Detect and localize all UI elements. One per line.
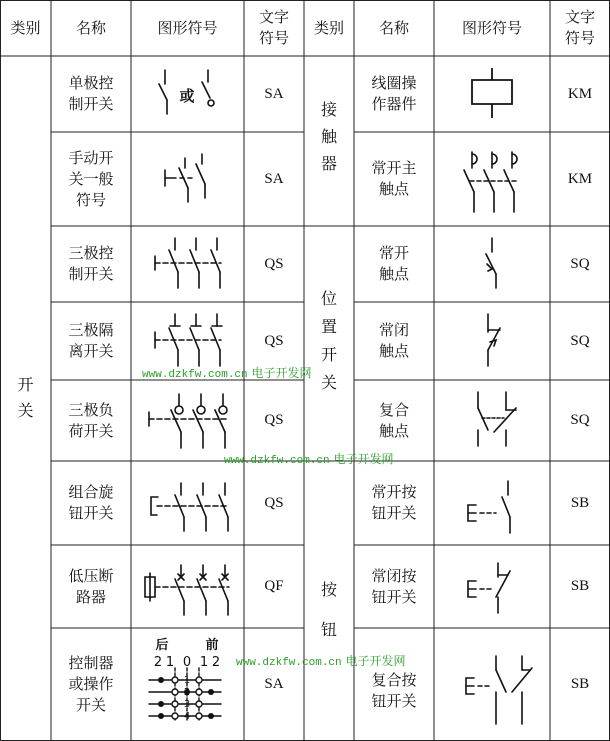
header-name-left: 名称 [75,18,106,37]
left-row-8-code: SA [264,676,284,692]
name-line: 制开关 [68,95,114,113]
header-category-right: 类别 [313,18,344,37]
left-row-2-name [51,132,131,226]
category-char: 器 [320,154,337,173]
left-row-2-code: SA [264,170,284,187]
nc-pushbutton-symbol [434,545,550,628]
name-line: 复合 [378,400,409,419]
right-row-4-code: SQ [570,332,590,349]
name-line: 关一般 [68,169,114,188]
right-row-4-name [354,302,434,380]
left-row-4-code: QS [264,332,284,349]
left-row-3-code: QS [264,255,284,272]
category-char: 按 [320,580,337,599]
header-code-line1: 文字 [564,8,595,26]
category-char: 接 [320,100,337,119]
controller-sub-3: 3 [183,699,191,710]
header-code-left [244,0,304,56]
right-category-contactor [304,96,354,177]
watermark-text: 电子开发网 [345,654,406,668]
low-voltage-breaker-symbol [131,545,244,628]
category-char: 开 [320,345,337,364]
coil-symbol [434,56,550,132]
controller-pos-2-left: 2 [153,654,163,670]
right-row-8-code: SB [570,676,590,692]
name-line: 常闭按 [371,566,417,585]
limit-no-contact-symbol [434,226,550,302]
name-line: 线圈操 [371,74,417,92]
controller-sub-4: 4 [183,711,191,722]
name-line: 常开主 [371,159,417,177]
left-row-4-name [51,302,131,380]
right-row-3-name [354,226,434,302]
symbol-or-text: 或 [179,86,195,105]
name-line: 控制器 [68,654,114,672]
controller-front-label: 前 [205,637,219,653]
controller-sub-1: 1 [183,675,191,686]
left-row-5-name [51,380,131,461]
controller-pos-1-left: 1 [165,654,175,670]
name-line: 组合旋 [68,483,114,501]
category-char: 触 [320,127,337,146]
header-code-right [550,0,610,56]
limit-nc-contact-symbol [434,302,550,380]
left-row-3-name [51,226,131,302]
combination-rotary-switch-symbol [131,461,244,545]
name-line: 离开关 [68,342,114,360]
controller-pos-0: 0 [182,654,192,670]
main-no-contact-symbol [434,132,550,226]
name-line: 路器 [75,587,106,606]
right-row-1-name [354,56,434,132]
name-line: 手动开 [68,148,114,167]
right-row-2-code: KM [567,170,593,187]
category-char: 关 [320,373,337,392]
name-line: 常闭 [378,321,409,339]
category-char: 钮 [320,620,337,639]
header-symbol-left: 图形符号 [157,18,218,37]
name-line: 三极隔 [68,321,114,339]
controller-pos-1-right: 1 [199,654,209,670]
right-row-2-name [354,132,434,226]
left-row-6-name [51,461,131,545]
name-line: 开关 [75,696,106,714]
controller-sub-2: 2 [183,687,191,698]
header-category-left: 类别 [10,18,41,37]
name-line: 低压断 [68,566,114,585]
left-row-7-code: QF [264,578,284,594]
right-row-7-code: SB [570,578,590,594]
name-line: 钮开关 [68,504,114,522]
left-row-8-name [51,628,131,741]
right-row-6-code: SB [570,494,590,511]
name-line: 钮开关 [371,692,417,710]
name-line: 触点 [378,421,409,440]
header-code-line2: 符号 [258,29,289,47]
watermark-url: www.dzkfw.com.cn [236,657,342,669]
three-pole-control-switch-symbol [131,226,244,302]
right-row-1-code: KM [567,85,593,102]
name-line: 三极控 [68,244,114,262]
name-line: 常开按 [371,483,417,501]
watermark [142,364,311,381]
right-row-5-name [354,380,434,461]
controller-pos-2-right: 2 [211,654,221,670]
header-code-line2: 符号 [564,29,595,47]
name-line: 触点 [378,265,409,283]
right-row-5-code: SQ [570,412,590,428]
category-char: 关 [17,401,34,420]
right-row-6-name [354,461,434,545]
category-char: 位 [320,289,337,308]
watermark [224,450,393,467]
name-line: 钮开关 [371,504,417,522]
name-line: 或操作 [68,675,114,693]
watermark [236,652,405,669]
header-symbol-right: 图形符号 [461,18,522,37]
left-category-label [0,372,51,424]
left-row-7-name [51,545,131,628]
composite-pushbutton-symbol [434,628,550,741]
category-char: 置 [320,317,337,336]
left-row-5-code: QS [264,412,284,428]
name-line: 钮开关 [371,587,417,606]
right-row-3-code: SQ [570,255,590,272]
limit-composite-contact-symbol [434,380,550,461]
left-row-1-name [51,56,131,132]
right-category-button [304,570,354,650]
name-line: 荷开关 [68,421,114,440]
category-char: 开 [17,375,34,394]
name-line: 符号 [75,190,106,209]
header-code-line1: 文字 [258,8,289,26]
name-line: 单极控 [68,74,114,92]
name-line: 触点 [378,342,409,360]
left-row-1-code: SA [264,85,284,102]
manual-switch-symbol [131,132,244,226]
right-row-8-name [354,660,434,722]
three-pole-load-switch-symbol [131,380,244,461]
name-line: 触点 [378,180,409,198]
watermark-text: 电子开发网 [333,452,394,466]
right-row-7-name [354,545,434,628]
no-pushbutton-symbol [434,461,550,545]
left-row-6-code: QS [264,494,284,511]
name-line: 复合按 [371,671,417,689]
right-category-position-switch [304,285,354,397]
controller-back-label: 后 [155,637,169,653]
name-line: 常开 [378,244,409,262]
name-line: 作器件 [371,95,417,113]
name-line: 三极负 [68,400,114,419]
header-name-right: 名称 [378,18,409,37]
name-line: 制开关 [68,265,114,283]
watermark-url: www.dzkfw.com.cn [142,369,248,381]
watermark-url: www.dzkfw.com.cn [224,455,330,467]
watermark-text: 电子开发网 [251,366,312,380]
